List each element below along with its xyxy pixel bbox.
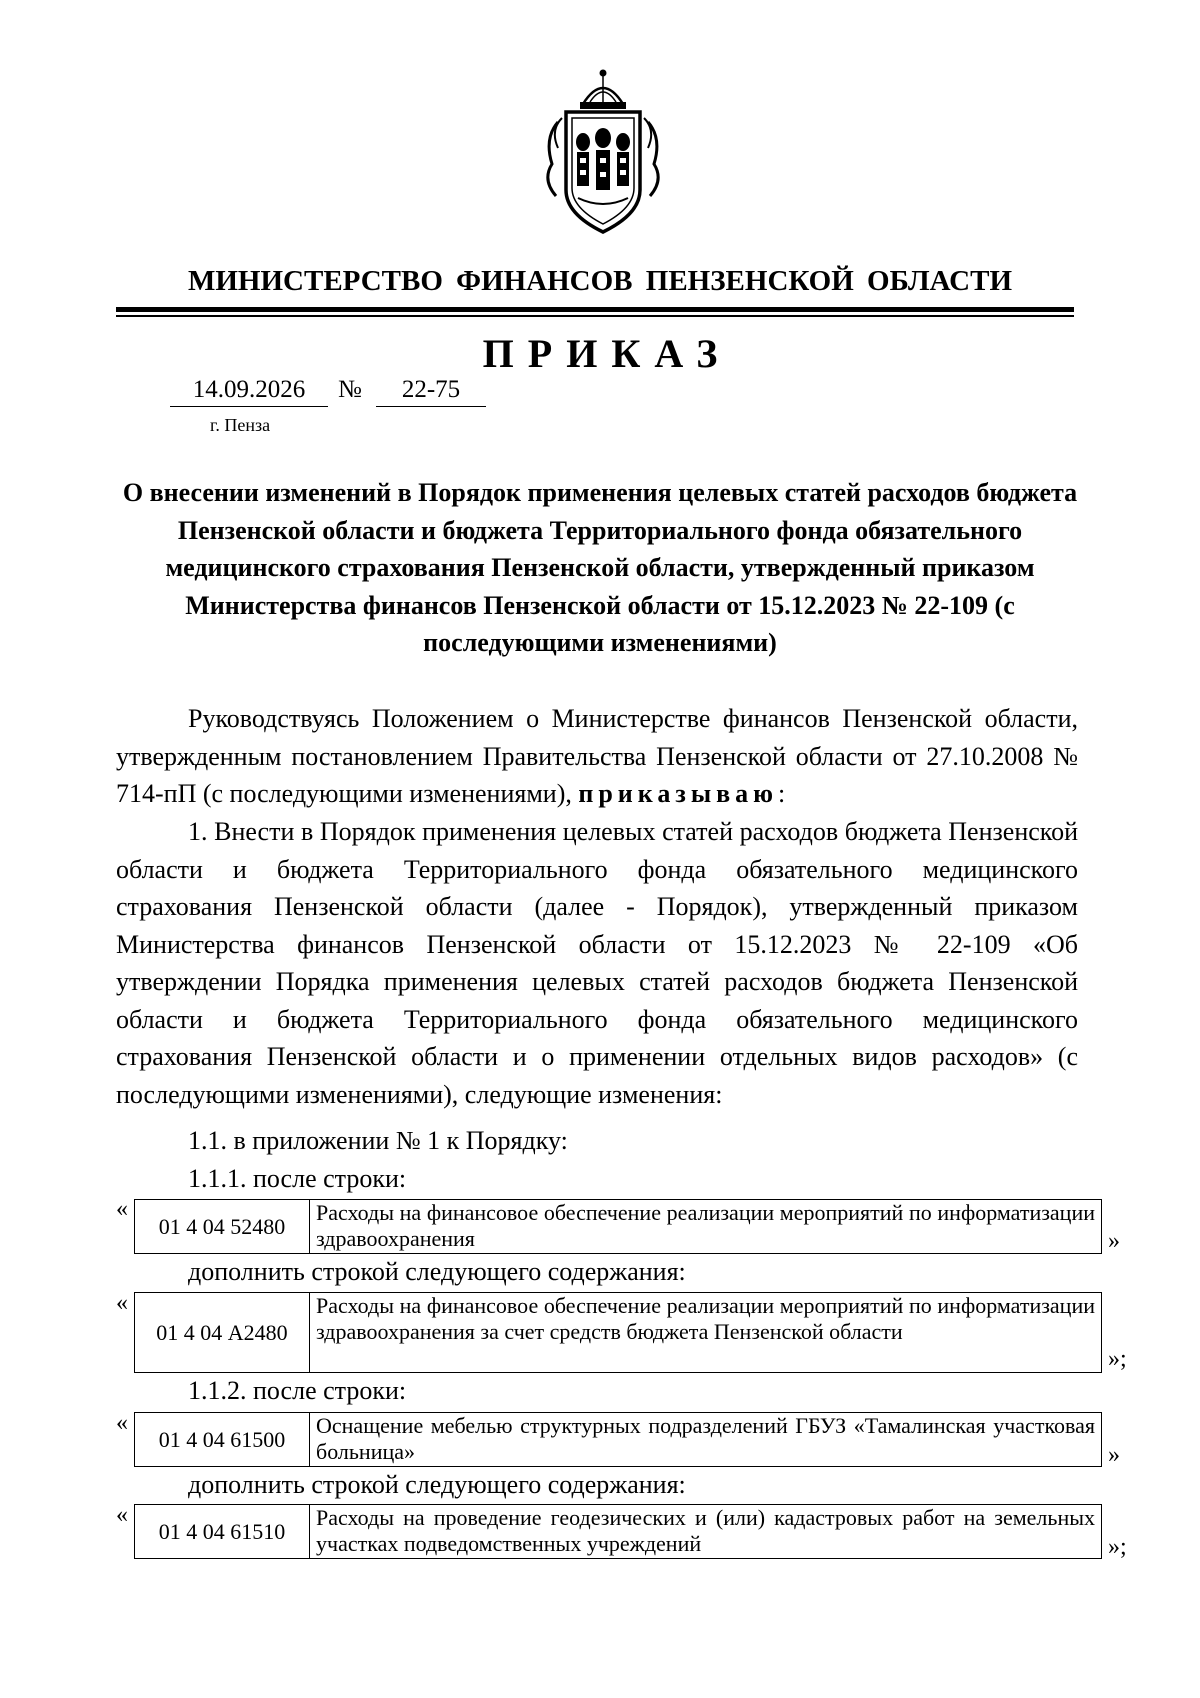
order-number: 22-75	[376, 374, 486, 407]
header-divider-thin	[116, 315, 1074, 317]
preamble-text: Руководствуясь Положением о Министерстве финансов Пензенской области, утвержденным постановлением Правительства Пензенской области от 27.10.2008 № 714-пП (с последующими изменениями),	[116, 704, 1078, 808]
open-quote: «	[116, 1410, 128, 1436]
row-code: 01 4 04 А2480	[135, 1293, 310, 1373]
coat-of-arms-icon	[540, 68, 666, 236]
item-1-1: 1.1. в приложении № 1 к Порядку:	[188, 1126, 568, 1155]
ministry-name: МИНИСТЕРСТВО ФИНАНСОВ ПЕНЗЕНСКОЙ ОБЛАСТИ	[187, 265, 1013, 297]
row-code: 01 4 04 52480	[135, 1200, 310, 1254]
table-row	[134, 1199, 1102, 1254]
open-quote: «	[116, 1196, 128, 1222]
open-quote: «	[116, 1290, 128, 1316]
row-description: Расходы на проведение геодезических и (или) кадастровых работ на земельных участках подведомственных учреждений	[310, 1505, 1102, 1559]
close-quote: »	[1108, 1228, 1120, 1254]
row-code: 01 4 04 61500	[135, 1413, 310, 1467]
row-description: Оснащение мебелью структурных подразделений ГБУЗ «Тамалинская участковая больница»	[310, 1413, 1102, 1467]
order-date: 14.09.2026	[170, 374, 328, 407]
order-heading: О внесении изменений в Порядок применения целевых статей расходов бюджета Пензенской области и бюджета Территориального фонда обязательного медицинского страхования Пензенской области, утвержденный приказом Министерства финансов Пензенской области от 15.12.2023 № 22-109 (с последующими изменениями)	[122, 478, 1078, 657]
order-city: г. Пенза	[210, 415, 271, 435]
table-row	[134, 1412, 1102, 1467]
item-1-1-1: 1.1.1. после строки:	[188, 1164, 407, 1193]
add-row-text: дополнить строкой следующего содержания:	[188, 1470, 686, 1499]
close-quote: »;	[1108, 1346, 1127, 1372]
table-row	[134, 1292, 1102, 1373]
order-title: ПРИКАЗ	[482, 331, 732, 376]
add-row-text: дополнить строкой следующего содержания:	[188, 1257, 686, 1286]
row-code: 01 4 04 61510	[135, 1505, 310, 1559]
item-1-1-2: 1.1.2. после строки:	[188, 1376, 407, 1405]
table-row	[134, 1504, 1102, 1559]
preamble-end: :	[778, 779, 786, 808]
open-quote: «	[116, 1502, 128, 1528]
number-sign: №	[338, 376, 362, 403]
preamble-paragraph	[116, 700, 1078, 813]
header-divider-thick	[116, 307, 1074, 312]
row-description: Расходы на финансовое обеспечение реализации мероприятий по информатизации здравоохранения за счет средств бюджета Пензенской области	[310, 1293, 1102, 1373]
row-description: Расходы на финансовое обеспечение реализации мероприятий по информатизации здравоохранения	[310, 1200, 1102, 1254]
paragraph-1: 1. Внести в Порядок применения целевых статей расходов бюджета Пензенской области и бюджета Территориального фонда обязательного медицинского страхования Пензенской области (далее - Порядок), утвержденный приказом Министерства финансов Пензенской области от 15.12.2023 № 22-109 «Об утверждении Порядка применения целевых статей расходов бюджета Пензенской области и бюджета Территориального фонда обязательного медицинского страхования Пензенской области и о применении отдельных видов расходов» (с последующими изменениями), следующие изменения:	[116, 817, 1078, 1109]
close-quote: »	[1108, 1442, 1120, 1468]
close-quote: »;	[1108, 1534, 1127, 1560]
preamble-emphasis: приказываю	[578, 779, 779, 808]
